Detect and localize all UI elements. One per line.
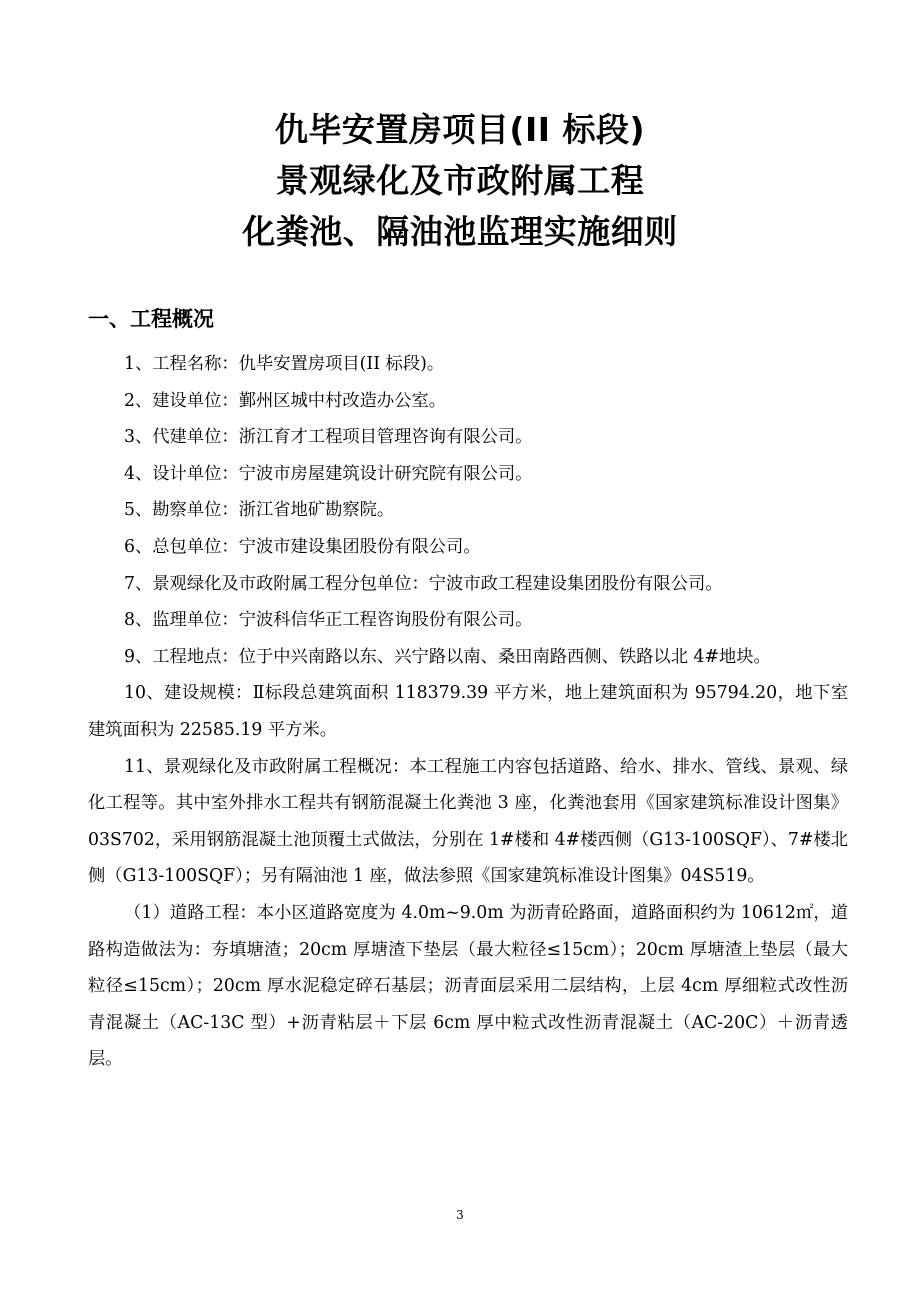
section-heading-overview: 一、工程概况 <box>88 307 214 331</box>
overview-item-designer: 4、设计单位：宁波市房屋建筑设计研究院有限公司。 <box>124 463 533 484</box>
overview-item-general-contractor: 6、总包单位：宁波市建设集团股份有限公司。 <box>124 536 481 557</box>
overview-item-agent: 3、代建单位：浙江育才工程项目管理咨询有限公司。 <box>124 427 533 448</box>
document-title <box>0 104 920 257</box>
title-line-project: 仇毕安置房项目(II 标段) <box>274 110 646 149</box>
overview-item-supervisor: 8、监理单位：宁波科信华正工程咨询股份有限公司。 <box>124 610 533 631</box>
overview-item-location: 9、工程地点：位于中兴南路以东、兴宁路以南、桑田南路西侧、铁路以北 4#地块。 <box>124 646 771 667</box>
title-line-works: 景观绿化及市政附属工程 <box>275 161 645 200</box>
overview-body <box>88 346 848 1078</box>
overview-item-client: 2、建设单位：鄞州区城中村改造办公室。 <box>124 390 447 411</box>
overview-para-scale: 10、建设规模：Ⅱ标段总建筑面积 118379.39 平方米，地上建筑面积为 95794.20，地下室建筑面积为 22585.19 平方米。 <box>88 683 848 740</box>
overview-para-road-works: （1）道路工程：本小区道路宽度为 4.0m~9.0m 为沥青砼路面，道路面积约为 10612㎡，道路构造做法为：夯填塘渣；20cm 厚塘渣下垫层（最大粒径≤15cm）；20cm 厚塘渣上垫层（最大粒径≤15cm）；20cm 厚水泥稳定碎石基层；沥青面层采用二层结构，上层 4cm 厚细粒式改性沥青混凝土（AC-13C 型）+沥青粘层＋下层 6cm 厚中粒式改性沥青混凝土（AC-20C）＋沥青透层。 <box>88 902 848 1070</box>
overview-item-subcontractor: 7、景观绿化及市政附属工程分包单位：宁波市政工程建设集团股份有限公司。 <box>124 573 723 594</box>
title-line-rules: 化粪池、隔油池监理实施细则 <box>242 212 678 251</box>
overview-para-landscape: 11、景观绿化及市政附属工程概况：本工程施工内容包括道路、给水、排水、管线、景观、绿化工程等。其中室外排水工程共有钢筋混凝土化粪池 3 座，化粪池套用《国家建筑标准设计图集》03S702，采用钢筋混凝土池顶覆土式做法，分别在 1#楼和 4#楼西侧（G13-100SQF）、7#楼北侧（G13-100SQF）；另有隔油池 1 座，做法参照《国家建筑标准设计图集》04S519。 <box>88 756 848 887</box>
overview-item-surveyor: 5、勘察单位：浙江省地矿勘察院。 <box>124 500 395 521</box>
page-number: 3 <box>456 1208 464 1222</box>
overview-item-project-name: 1、工程名称：仇毕安置房项目(II 标段)。 <box>124 354 445 374</box>
